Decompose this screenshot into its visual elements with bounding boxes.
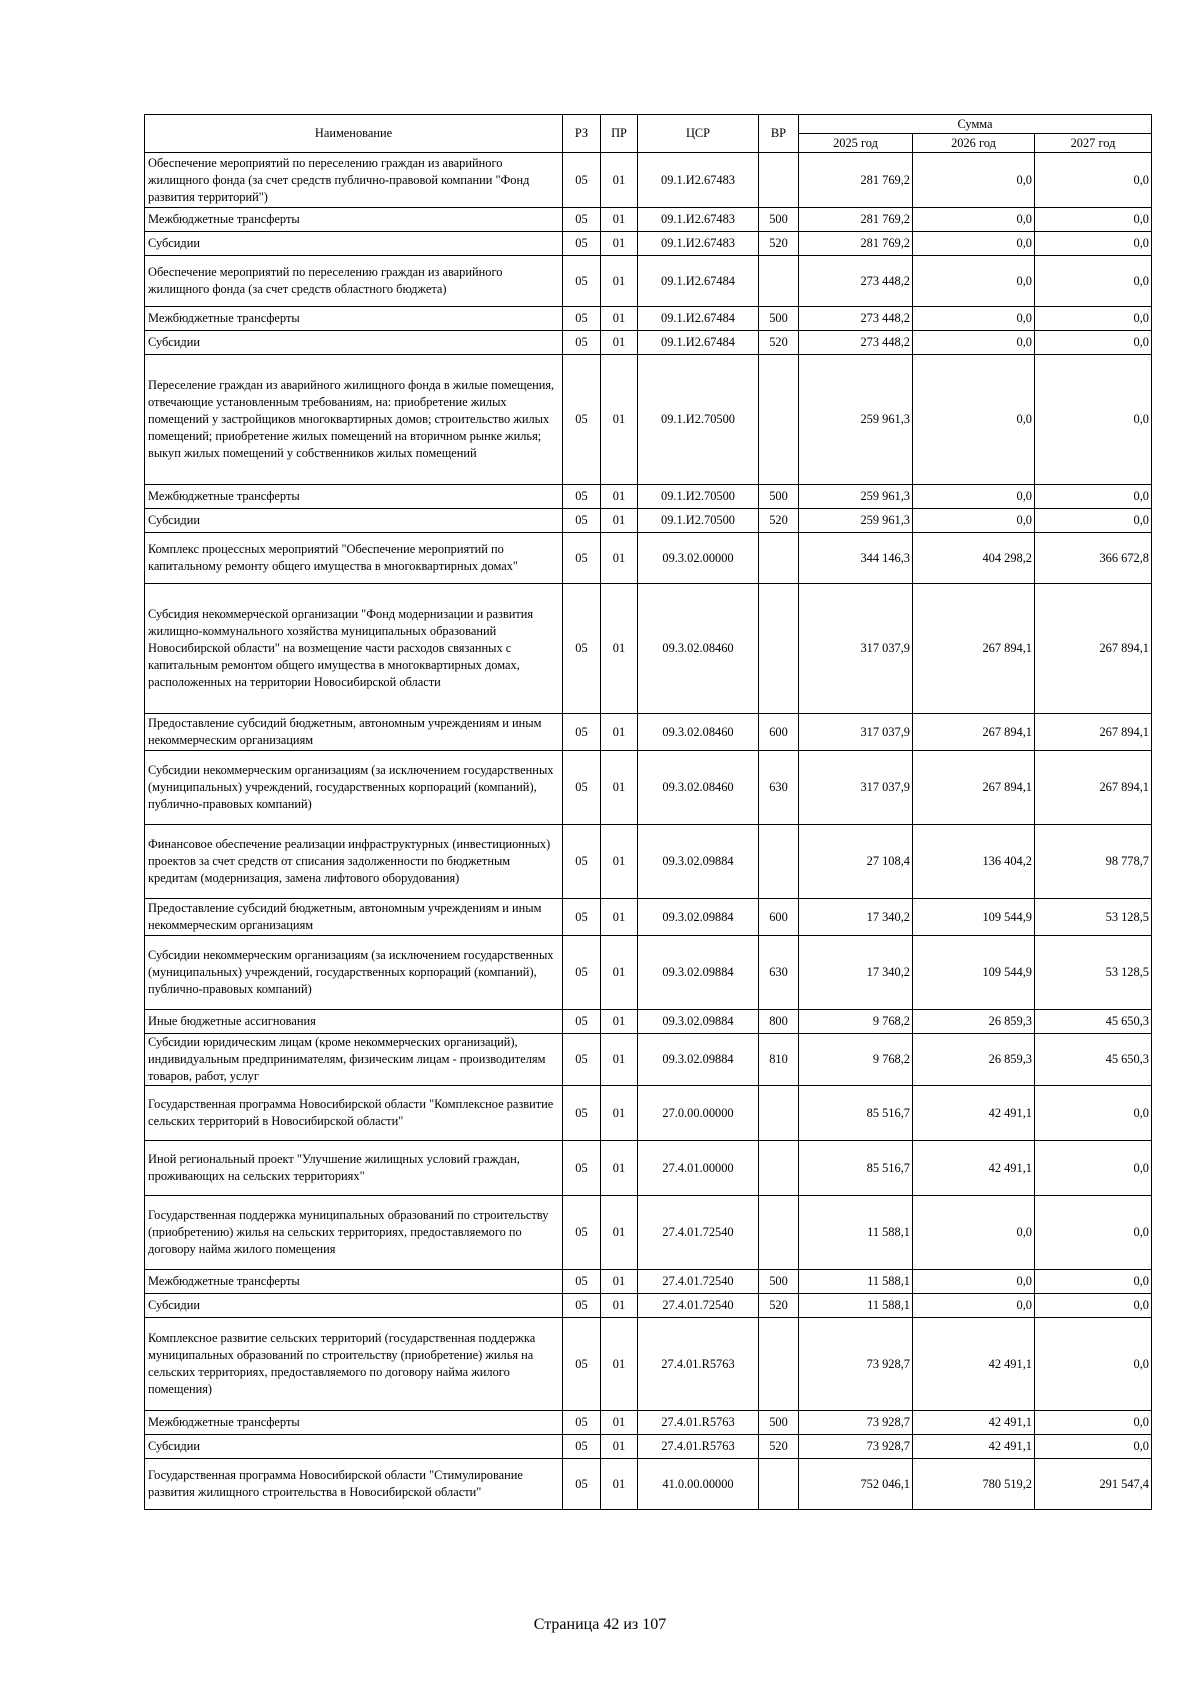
cell-2026: 404 298,2 (913, 533, 1035, 584)
cell-name: Субсидии (145, 232, 563, 256)
cell-csr: 09.1.И2.70500 (638, 485, 759, 509)
cell-vr (759, 1141, 799, 1196)
cell-2025: 259 961,3 (799, 485, 913, 509)
cell-rz: 05 (563, 485, 601, 509)
cell-2026: 0,0 (913, 1294, 1035, 1318)
cell-2026: 42 491,1 (913, 1318, 1035, 1411)
cell-2026: 0,0 (913, 355, 1035, 485)
cell-vr: 600 (759, 899, 799, 936)
cell-2027: 0,0 (1035, 1294, 1152, 1318)
cell-name: Финансовое обеспечение реализации инфраструктурных (инвестиционных) проектов за счет средств от списания задолженности по бюджетным кредитам (модернизация, замена лифтового оборудования) (145, 825, 563, 899)
table-row (145, 1196, 1152, 1270)
cell-pr: 01 (601, 1010, 638, 1034)
cell-2025: 9 768,2 (799, 1010, 913, 1034)
cell-vr: 500 (759, 1270, 799, 1294)
table-row (145, 1318, 1152, 1411)
cell-name: Субсидия некоммерческой организации "Фонд модернизации и развития жилищно-коммунального хозяйства муниципальных образований Новосибирской области" на возмещение части расходов связанных с капитальным ремонтом общего имущества в многоквартирных домах, расположенных на территории Новосибирской области (145, 584, 563, 714)
cell-2025: 273 448,2 (799, 307, 913, 331)
cell-2026: 42 491,1 (913, 1141, 1035, 1196)
cell-2026: 780 519,2 (913, 1459, 1035, 1510)
cell-2027: 0,0 (1035, 1411, 1152, 1435)
cell-pr: 01 (601, 1318, 638, 1411)
cell-csr: 09.1.И2.67484 (638, 307, 759, 331)
cell-name: Обеспечение мероприятий по переселению граждан из аварийного жилищного фонда (за счет средств публично-правовой компании "Фонд развития территорий") (145, 153, 563, 208)
table-row (145, 1294, 1152, 1318)
cell-2025: 259 961,3 (799, 355, 913, 485)
cell-pr: 01 (601, 485, 638, 509)
cell-rz: 05 (563, 1196, 601, 1270)
table-row (145, 355, 1152, 485)
table-row (145, 825, 1152, 899)
cell-csr: 27.4.01.R5763 (638, 1318, 759, 1411)
cell-pr: 01 (601, 307, 638, 331)
cell-pr: 01 (601, 936, 638, 1010)
cell-2026: 109 544,9 (913, 936, 1035, 1010)
cell-2026: 267 894,1 (913, 584, 1035, 714)
cell-rz: 05 (563, 751, 601, 825)
cell-vr: 630 (759, 751, 799, 825)
table-row (145, 1270, 1152, 1294)
cell-rz: 05 (563, 1034, 601, 1086)
cell-vr (759, 825, 799, 899)
cell-2025: 85 516,7 (799, 1141, 913, 1196)
cell-rz: 05 (563, 153, 601, 208)
cell-pr: 01 (601, 1411, 638, 1435)
cell-csr: 09.1.И2.67484 (638, 256, 759, 307)
cell-vr (759, 1318, 799, 1411)
cell-rz: 05 (563, 825, 601, 899)
cell-vr: 500 (759, 485, 799, 509)
table-row (145, 485, 1152, 509)
cell-pr: 01 (601, 1086, 638, 1141)
cell-pr: 01 (601, 1141, 638, 1196)
cell-csr: 09.3.02.08460 (638, 584, 759, 714)
cell-2026: 0,0 (913, 307, 1035, 331)
cell-name: Государственная поддержка муниципальных образований по строительству (приобретению) жилья на сельских территориях, предоставляемого по договору найма жилого помещения (145, 1196, 563, 1270)
cell-vr: 600 (759, 714, 799, 751)
cell-rz: 05 (563, 208, 601, 232)
cell-csr: 27.4.01.R5763 (638, 1411, 759, 1435)
cell-2025: 344 146,3 (799, 533, 913, 584)
cell-csr: 09.3.02.09884 (638, 899, 759, 936)
cell-2027: 0,0 (1035, 1196, 1152, 1270)
cell-vr: 520 (759, 1435, 799, 1459)
cell-2027: 0,0 (1035, 1141, 1152, 1196)
cell-2025: 17 340,2 (799, 936, 913, 1010)
cell-2026: 0,0 (913, 1196, 1035, 1270)
table-row (145, 232, 1152, 256)
cell-csr: 09.3.02.09884 (638, 1010, 759, 1034)
cell-2025: 27 108,4 (799, 825, 913, 899)
cell-pr: 01 (601, 256, 638, 307)
cell-2027: 366 672,8 (1035, 533, 1152, 584)
cell-csr: 09.3.02.09884 (638, 1034, 759, 1086)
cell-name: Субсидии (145, 509, 563, 533)
cell-pr: 01 (601, 232, 638, 256)
cell-2026: 0,0 (913, 1270, 1035, 1294)
cell-pr: 01 (601, 153, 638, 208)
header-year-2026: 2026 год (913, 134, 1035, 153)
cell-vr (759, 256, 799, 307)
cell-vr (759, 1459, 799, 1510)
cell-name: Субсидии юридическим лицам (кроме некоммерческих организаций), индивидуальным предпринимателям, физическим лицам - производителям товаров, работ, услуг (145, 1034, 563, 1086)
table-row (145, 1141, 1152, 1196)
table-row (145, 533, 1152, 584)
cell-vr (759, 1086, 799, 1141)
cell-csr: 27.4.01.R5763 (638, 1435, 759, 1459)
cell-2027: 0,0 (1035, 1318, 1152, 1411)
cell-2027: 53 128,5 (1035, 936, 1152, 1010)
cell-2027: 267 894,1 (1035, 714, 1152, 751)
header-vr: ВР (759, 115, 799, 153)
cell-rz: 05 (563, 1294, 601, 1318)
cell-csr: 09.1.И2.67484 (638, 331, 759, 355)
cell-vr: 500 (759, 208, 799, 232)
cell-2027: 0,0 (1035, 153, 1152, 208)
table-row (145, 1435, 1152, 1459)
table-row (145, 509, 1152, 533)
cell-rz: 05 (563, 936, 601, 1010)
header-sum: Сумма (799, 115, 1152, 134)
cell-2027: 45 650,3 (1035, 1010, 1152, 1034)
table-row (145, 1411, 1152, 1435)
cell-rz: 05 (563, 1318, 601, 1411)
cell-2027: 0,0 (1035, 307, 1152, 331)
cell-2027: 267 894,1 (1035, 584, 1152, 714)
cell-rz: 05 (563, 1010, 601, 1034)
cell-name: Субсидии (145, 331, 563, 355)
cell-2025: 9 768,2 (799, 1034, 913, 1086)
table-body (145, 153, 1152, 1510)
cell-2026: 26 859,3 (913, 1034, 1035, 1086)
cell-2026: 42 491,1 (913, 1435, 1035, 1459)
cell-2026: 0,0 (913, 153, 1035, 208)
cell-vr: 520 (759, 232, 799, 256)
header-pr: ПР (601, 115, 638, 153)
cell-2025: 752 046,1 (799, 1459, 913, 1510)
cell-2025: 11 588,1 (799, 1294, 913, 1318)
cell-2027: 0,0 (1035, 1435, 1152, 1459)
cell-csr: 09.3.02.09884 (638, 825, 759, 899)
cell-rz: 05 (563, 899, 601, 936)
cell-2025: 85 516,7 (799, 1086, 913, 1141)
cell-name: Субсидии некоммерческим организациям (за исключением государственных (муниципальных) учреждений, государственных корпораций (компаний), публично-правовых компаний) (145, 936, 563, 1010)
table-row (145, 256, 1152, 307)
cell-2025: 317 037,9 (799, 751, 913, 825)
cell-2025: 73 928,7 (799, 1435, 913, 1459)
cell-pr: 01 (601, 533, 638, 584)
cell-2026: 0,0 (913, 331, 1035, 355)
cell-pr: 01 (601, 1459, 638, 1510)
cell-name: Субсидии (145, 1435, 563, 1459)
cell-csr: 09.1.И2.67483 (638, 232, 759, 256)
cell-2025: 73 928,7 (799, 1318, 913, 1411)
cell-2027: 98 778,7 (1035, 825, 1152, 899)
cell-csr: 27.4.01.72540 (638, 1270, 759, 1294)
cell-name: Иной региональный проект "Улучшение жилищных условий граждан, проживающих на сельских территориях" (145, 1141, 563, 1196)
cell-csr: 27.4.01.72540 (638, 1294, 759, 1318)
cell-2025: 17 340,2 (799, 899, 913, 936)
cell-pr: 01 (601, 355, 638, 485)
cell-rz: 05 (563, 714, 601, 751)
cell-pr: 01 (601, 1294, 638, 1318)
cell-pr: 01 (601, 714, 638, 751)
cell-rz: 05 (563, 533, 601, 584)
table-row (145, 584, 1152, 714)
cell-2026: 136 404,2 (913, 825, 1035, 899)
cell-name: Субсидии (145, 1294, 563, 1318)
cell-name: Межбюджетные трансферты (145, 1270, 563, 1294)
header-year-2027: 2027 год (1035, 134, 1152, 153)
cell-2027: 291 547,4 (1035, 1459, 1152, 1510)
table-row (145, 1459, 1152, 1510)
cell-2026: 42 491,1 (913, 1086, 1035, 1141)
cell-2027: 0,0 (1035, 331, 1152, 355)
table-row (145, 153, 1152, 208)
cell-rz: 05 (563, 584, 601, 714)
cell-csr: 09.3.02.00000 (638, 533, 759, 584)
cell-vr: 520 (759, 509, 799, 533)
cell-rz: 05 (563, 1459, 601, 1510)
cell-csr: 09.3.02.08460 (638, 751, 759, 825)
cell-vr: 520 (759, 1294, 799, 1318)
budget-table (144, 114, 1152, 1510)
cell-pr: 01 (601, 509, 638, 533)
cell-vr: 630 (759, 936, 799, 1010)
cell-2027: 0,0 (1035, 1086, 1152, 1141)
header-rz: РЗ (563, 115, 601, 153)
cell-2026: 267 894,1 (913, 751, 1035, 825)
cell-2026: 0,0 (913, 509, 1035, 533)
cell-rz: 05 (563, 1435, 601, 1459)
table-row (145, 751, 1152, 825)
cell-csr: 09.1.И2.67483 (638, 153, 759, 208)
cell-rz: 05 (563, 256, 601, 307)
cell-rz: 05 (563, 331, 601, 355)
cell-2026: 42 491,1 (913, 1411, 1035, 1435)
cell-csr: 09.3.02.08460 (638, 714, 759, 751)
cell-pr: 01 (601, 1435, 638, 1459)
cell-2025: 73 928,7 (799, 1411, 913, 1435)
cell-2027: 0,0 (1035, 232, 1152, 256)
cell-2027: 0,0 (1035, 1270, 1152, 1294)
cell-name: Государственная программа Новосибирской области "Комплексное развитие сельских территорий в Новосибирской области" (145, 1086, 563, 1141)
cell-pr: 01 (601, 1270, 638, 1294)
cell-2026: 267 894,1 (913, 714, 1035, 751)
cell-name: Комплексное развитие сельских территорий (государственная поддержка муниципальных образований по строительству (приобретение) жилья на сельских территориях, предоставляемого по договору найма жилого помещения) (145, 1318, 563, 1411)
cell-2025: 281 769,2 (799, 208, 913, 232)
cell-csr: 27.4.01.72540 (638, 1196, 759, 1270)
cell-2025: 273 448,2 (799, 256, 913, 307)
cell-rz: 05 (563, 1141, 601, 1196)
cell-name: Комплекс процессных мероприятий "Обеспечение мероприятий по капитальному ремонту общего имущества в многоквартирных домах" (145, 533, 563, 584)
cell-pr: 01 (601, 208, 638, 232)
cell-2026: 26 859,3 (913, 1010, 1035, 1034)
cell-2025: 281 769,2 (799, 153, 913, 208)
cell-rz: 05 (563, 1270, 601, 1294)
budget-table-container (144, 114, 1152, 1510)
cell-name: Межбюджетные трансферты (145, 307, 563, 331)
cell-rz: 05 (563, 1086, 601, 1141)
cell-csr: 41.0.00.00000 (638, 1459, 759, 1510)
cell-2027: 0,0 (1035, 509, 1152, 533)
cell-vr (759, 533, 799, 584)
cell-2025: 11 588,1 (799, 1196, 913, 1270)
cell-2027: 53 128,5 (1035, 899, 1152, 936)
table-row (145, 331, 1152, 355)
cell-pr: 01 (601, 899, 638, 936)
cell-rz: 05 (563, 509, 601, 533)
cell-name: Предоставление субсидий бюджетным, автономным учреждениям и иным некоммерческим организациям (145, 714, 563, 751)
cell-2027: 0,0 (1035, 485, 1152, 509)
cell-2026: 0,0 (913, 485, 1035, 509)
cell-csr: 09.1.И2.67483 (638, 208, 759, 232)
cell-vr: 800 (759, 1010, 799, 1034)
cell-vr: 520 (759, 331, 799, 355)
cell-rz: 05 (563, 1411, 601, 1435)
cell-rz: 05 (563, 307, 601, 331)
table-row (145, 307, 1152, 331)
cell-vr: 500 (759, 307, 799, 331)
cell-pr: 01 (601, 1196, 638, 1270)
header-name: Наименование (145, 115, 563, 153)
cell-2025: 11 588,1 (799, 1270, 913, 1294)
cell-csr: 09.1.И2.70500 (638, 355, 759, 485)
cell-name: Субсидии некоммерческим организациям (за исключением государственных (муниципальных) учреждений, государственных корпораций (компаний), публично-правовых компаний) (145, 751, 563, 825)
cell-vr (759, 355, 799, 485)
cell-name: Государственная программа Новосибирской области "Стимулирование развития жилищного строительства в Новосибирской области" (145, 1459, 563, 1510)
cell-2027: 267 894,1 (1035, 751, 1152, 825)
cell-csr: 09.3.02.09884 (638, 936, 759, 1010)
cell-2025: 317 037,9 (799, 714, 913, 751)
cell-pr: 01 (601, 751, 638, 825)
header-year-2025: 2025 год (799, 134, 913, 153)
cell-2026: 0,0 (913, 232, 1035, 256)
table-row (145, 1034, 1152, 1086)
cell-rz: 05 (563, 355, 601, 485)
cell-2027: 45 650,3 (1035, 1034, 1152, 1086)
cell-vr (759, 584, 799, 714)
cell-2026: 0,0 (913, 256, 1035, 307)
cell-2026: 0,0 (913, 208, 1035, 232)
cell-2025: 281 769,2 (799, 232, 913, 256)
table-row (145, 1086, 1152, 1141)
cell-2027: 0,0 (1035, 208, 1152, 232)
cell-vr (759, 153, 799, 208)
cell-pr: 01 (601, 331, 638, 355)
cell-name: Обеспечение мероприятий по переселению граждан из аварийного жилищного фонда (за счет средств областного бюджета) (145, 256, 563, 307)
cell-2025: 259 961,3 (799, 509, 913, 533)
cell-csr: 09.1.И2.70500 (638, 509, 759, 533)
cell-name: Межбюджетные трансферты (145, 1411, 563, 1435)
cell-name: Межбюджетные трансферты (145, 485, 563, 509)
cell-pr: 01 (601, 1034, 638, 1086)
header-csr: ЦСР (638, 115, 759, 153)
table-row (145, 208, 1152, 232)
cell-rz: 05 (563, 232, 601, 256)
cell-2025: 273 448,2 (799, 331, 913, 355)
cell-vr (759, 1196, 799, 1270)
cell-pr: 01 (601, 825, 638, 899)
cell-csr: 27.0.00.00000 (638, 1086, 759, 1141)
cell-name: Предоставление субсидий бюджетным, автономным учреждениям и иным некоммерческим организациям (145, 899, 563, 936)
cell-name: Переселение граждан из аварийного жилищного фонда в жилые помещения, отвечающие установленным требованиям, на: приобретение жилых помещений у застройщиков многоквартирных домов; строительство жилых помещений; приобретение жилых помещений на вторичном рынке жилья; выкуп жилых помещений у собственников жилых помещений (145, 355, 563, 485)
page-number: Страница 42 из 107 (533, 1616, 667, 1633)
cell-name: Межбюджетные трансферты (145, 208, 563, 232)
table-row (145, 1010, 1152, 1034)
cell-2027: 0,0 (1035, 256, 1152, 307)
cell-pr: 01 (601, 584, 638, 714)
table-row (145, 714, 1152, 751)
cell-2026: 109 544,9 (913, 899, 1035, 936)
cell-2025: 317 037,9 (799, 584, 913, 714)
cell-vr: 500 (759, 1411, 799, 1435)
table-row (145, 936, 1152, 1010)
cell-csr: 27.4.01.00000 (638, 1141, 759, 1196)
table-row (145, 899, 1152, 936)
cell-vr: 810 (759, 1034, 799, 1086)
cell-2027: 0,0 (1035, 355, 1152, 485)
cell-name: Иные бюджетные ассигнования (145, 1010, 563, 1034)
